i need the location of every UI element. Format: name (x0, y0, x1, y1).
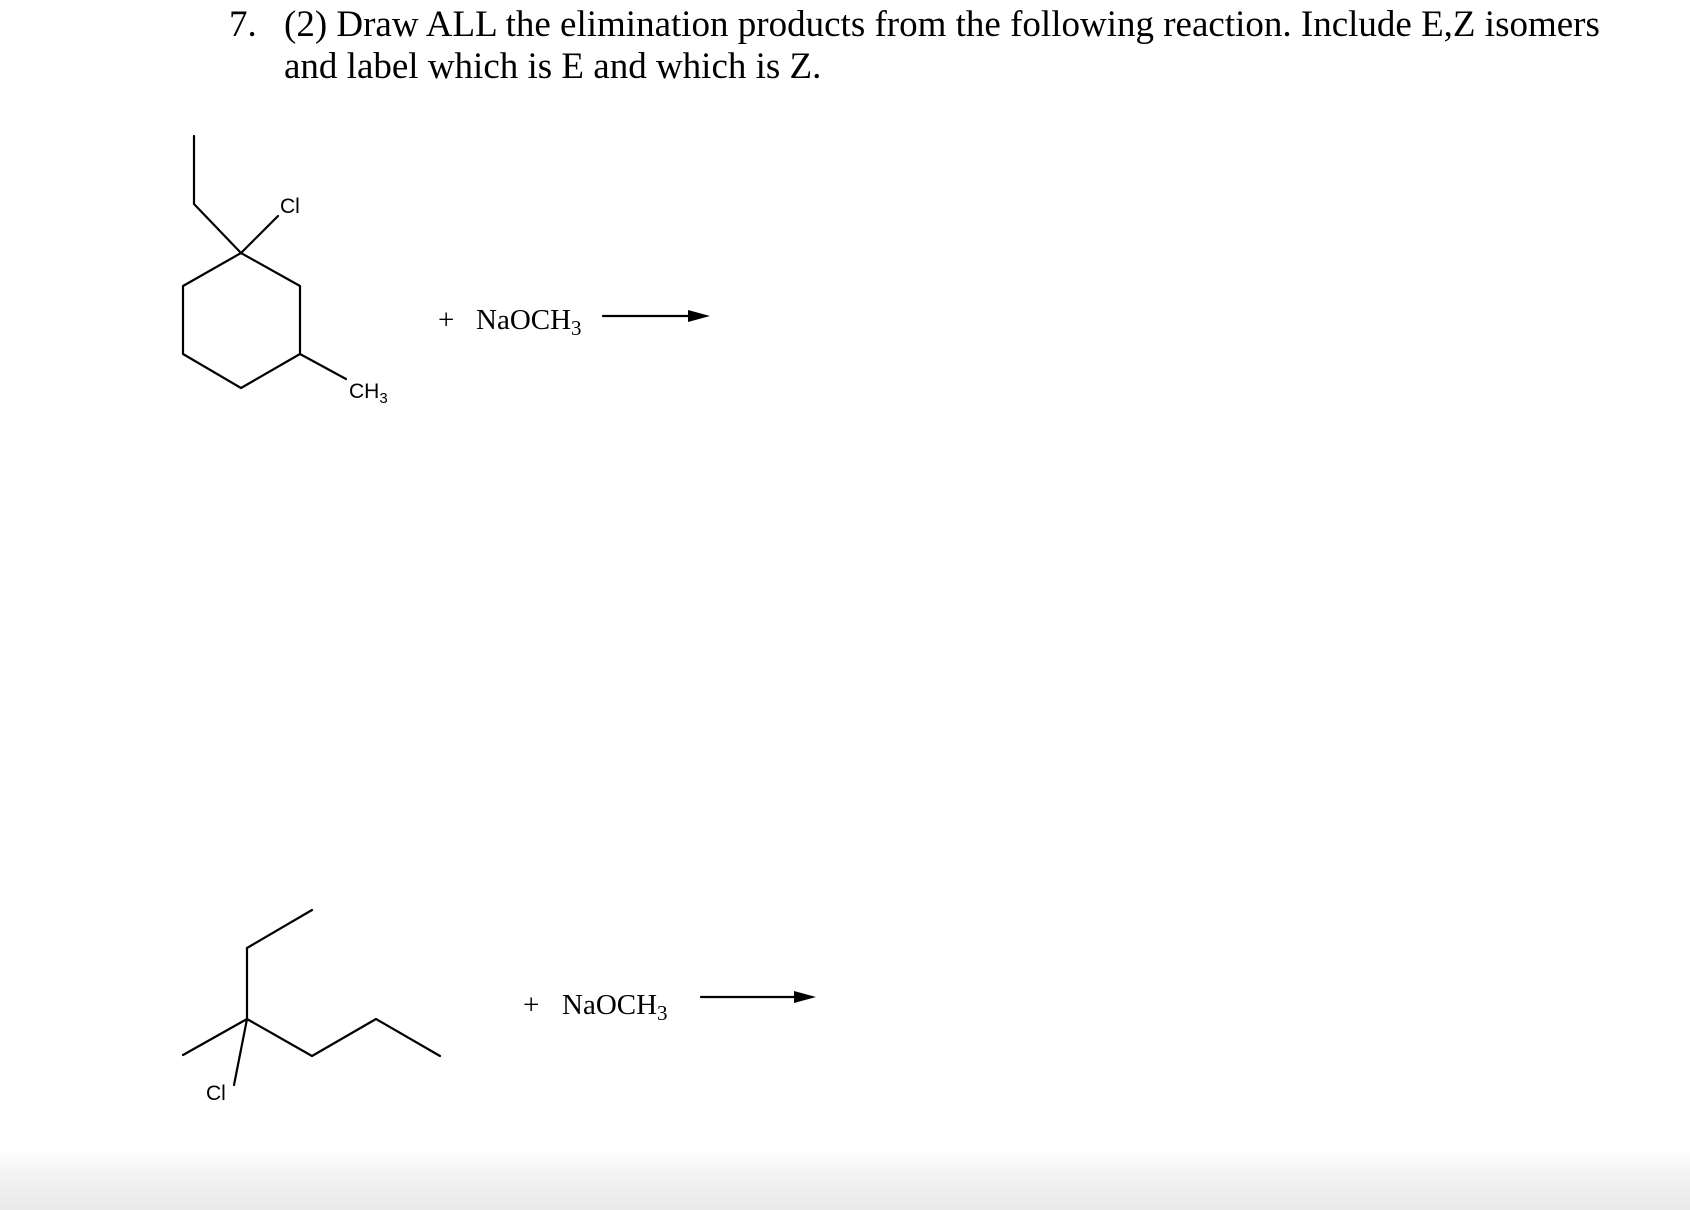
reaction-arrow-1 (603, 310, 710, 322)
ethyl-group (194, 136, 241, 253)
reaction-1 (183, 136, 710, 407)
reaction-arrow-2 (701, 991, 816, 1003)
plus-sign-1: + (438, 304, 455, 336)
main-chain (183, 1019, 440, 1056)
reagent-label-1: NaOCH$_3$ (476, 304, 582, 340)
reagent-2 (523, 989, 668, 1025)
question-text: (2) Draw ALL the elimination products from the following reaction. Include E,Z isomers and label which is E and which is Z. (284, 4, 1600, 87)
reactant-1-structure (183, 136, 388, 407)
ch3-bond (300, 354, 346, 379)
bottom-shadow (0, 1150, 1690, 1210)
reagent-label-2: NaOCH$_3$ (562, 989, 668, 1025)
plus-sign-2: + (523, 989, 540, 1021)
cyclohexane-ring (183, 253, 300, 388)
reactant-2-structure (183, 910, 440, 1105)
ethyl-branch (247, 910, 312, 1019)
reaction-2 (183, 910, 816, 1105)
reagent-1 (438, 304, 582, 340)
question-number: 7. (229, 4, 257, 45)
cl-bond-2 (234, 1019, 247, 1085)
cl-bond-1 (241, 216, 278, 253)
methyl-label: $CH_3$ (349, 380, 388, 407)
chlorine-label-2: Cl (206, 1082, 226, 1105)
chlorine-label-1: Cl (280, 195, 300, 218)
